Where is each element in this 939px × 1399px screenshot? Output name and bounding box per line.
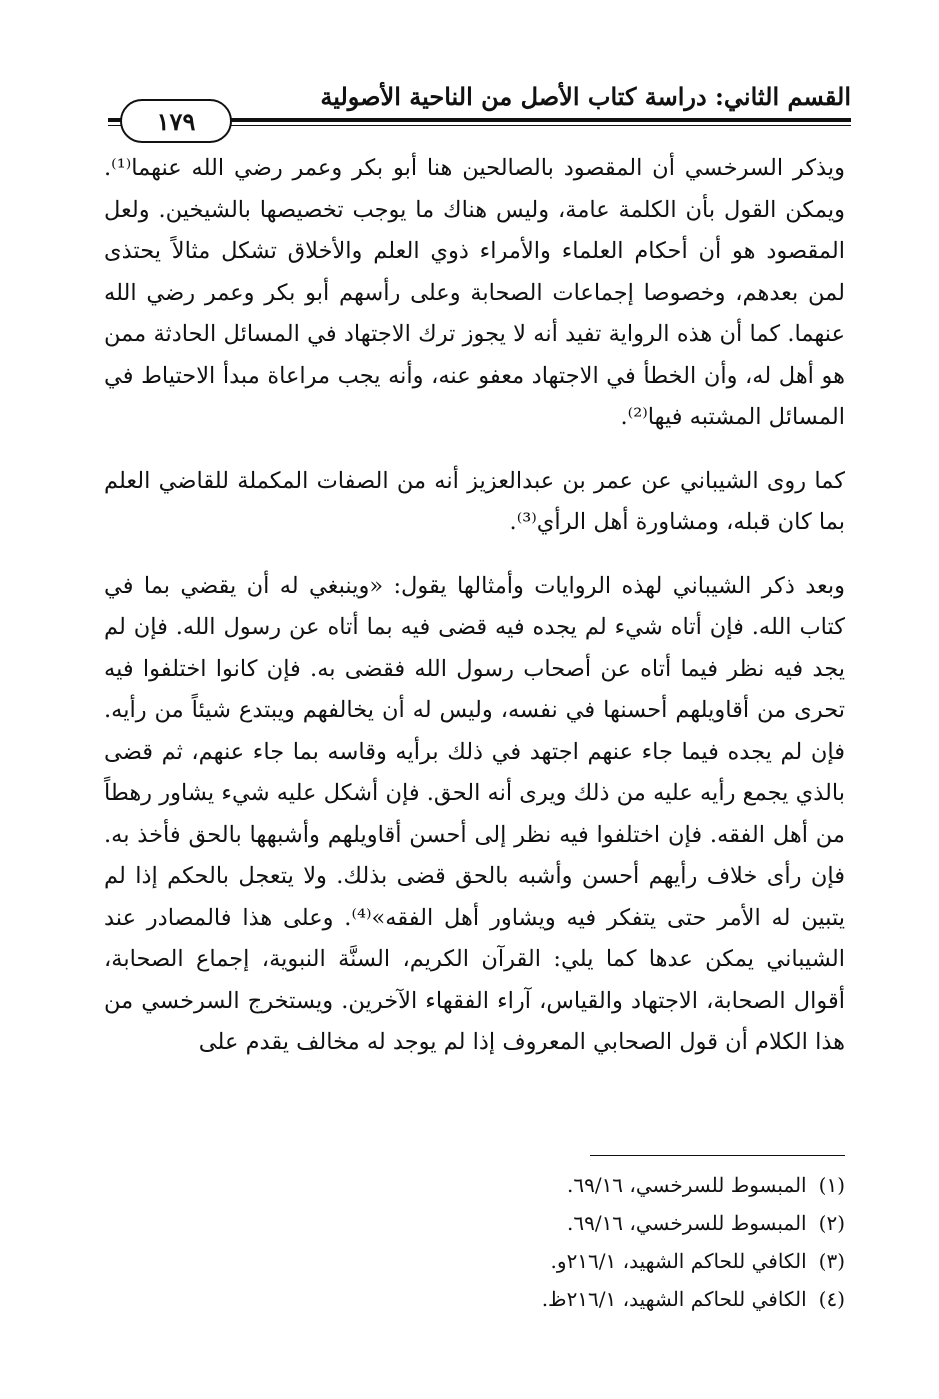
footnote-text: المبسوط للسرخسي، ٦٩/١٦.	[566, 1211, 807, 1235]
footnote-4	[104, 1280, 845, 1318]
footnote-number: (٤)	[818, 1287, 845, 1311]
footnote-text: الكافي للحاكم الشهيد، ٢١٦/١و.	[550, 1249, 807, 1273]
footnote-1	[104, 1166, 845, 1204]
footnote-separator	[590, 1155, 845, 1156]
footnote-number: (٢)	[818, 1211, 845, 1235]
running-title: القسم الثاني: دراسة كتاب الأصل من الناحية الأصولية	[320, 82, 851, 111]
page-number-badge	[120, 99, 232, 143]
paragraph-2: كما روى الشيباني عن عمر بن عبدالعزيز أنه من الصفات المكملة للقاضي العلم بما كان قبله، ومشاورة أهل الرأي⁽³⁾.	[104, 467, 845, 535]
footnote-number: (٣)	[818, 1249, 845, 1273]
footnote-number: (١)	[818, 1173, 845, 1197]
paragraph-3: وبعد ذكر الشيباني لهذه الروايات وأمثالها يقول: «وينبغي له أن يقضي بما في كتاب الله. فإن أتاه شيء لم يجده فيه قضى فيه بما أتاه عن رسول الله. فإن لم يجد فيه نظر فيما أتاه عن أصحاب رسول الله فقضى به. فإن كانوا اختلفوا فيه تحرى من أقاويلهم أحسنها في نفسه، وليس له أن يخالفهم ويبتدع شيئاً من رأيه. فإن لم يجده فيما جاء عنهم اجتهد في ذلك برأيه وقاسه بما جاء عنهم، ثم قضى بالذي يجمع رأيه عليه من ذلك ويرى أنه الحق. فإن أشكل عليه شيء يشاور رهطاً من أهل الفقه. فإن اختلفوا فيه نظر إلى أحسن أقاويلهم وأشبهها بالحق فأخذ به. فإن رأى خلاف رأيهم أحسن وأشبه بالحق قضى بذلك. ولا يتعجل بالحكم إذا لم يتبين له الأمر حتى يتفكر فيه ويشاور أهل الفقه»⁽⁴⁾. وعلى هذا فالمصادر عند الشيباني يمكن عدها كما يلي: القرآن الكريم، السنَّة النبوية، إجماع الصحابة، أقوال الصحابة، الاجتهاد والقياس، آراء الفقهاء الآخرين. ويستخرج السرخسي من هذا الكلام أن قول الصحابي المعروف إذا لم يوجد له مخالف يقدم على	[104, 572, 845, 1055]
footnote-text: الكافي للحاكم الشهيد، ٢١٦/١ظ.	[541, 1287, 807, 1311]
footnote-text: المبسوط للسرخسي، ٦٩/١٦.	[566, 1173, 807, 1197]
paragraph-1: ويذكر السرخسي أن المقصود بالصالحين هنا أبو بكر وعمر رضي الله عنهما⁽¹⁾. ويمكن القول بأن الكلمة عامة، وليس هناك ما يوجب تخصيصها بالشيخين. ولعل المقصود هو أن أحكام العلماء والأمراء ذوي العلم والأخلاق تشكل مثالاً يحتذى لمن بعدهم، وخصوصا إجماعات الصحابة وعلى رأسهم أبو بكر وعمر رضي الله عنهما. كما أن هذه الرواية تفيد أنه لا يجوز ترك الاجتهاد في المسائل الحادثة ممن هو أهل له، وأن الخطأ في الاجتهاد معفو عنه، وأنه يجب مراعاة مبدأ الاحتياط في المسائل المشتبه فيها⁽²⁾.	[104, 155, 845, 430]
footnote-3	[104, 1242, 845, 1280]
footnotes	[104, 1166, 845, 1318]
page-number: ١٧٩	[156, 106, 196, 136]
main-text	[104, 148, 845, 1064]
footnote-2	[104, 1204, 845, 1242]
